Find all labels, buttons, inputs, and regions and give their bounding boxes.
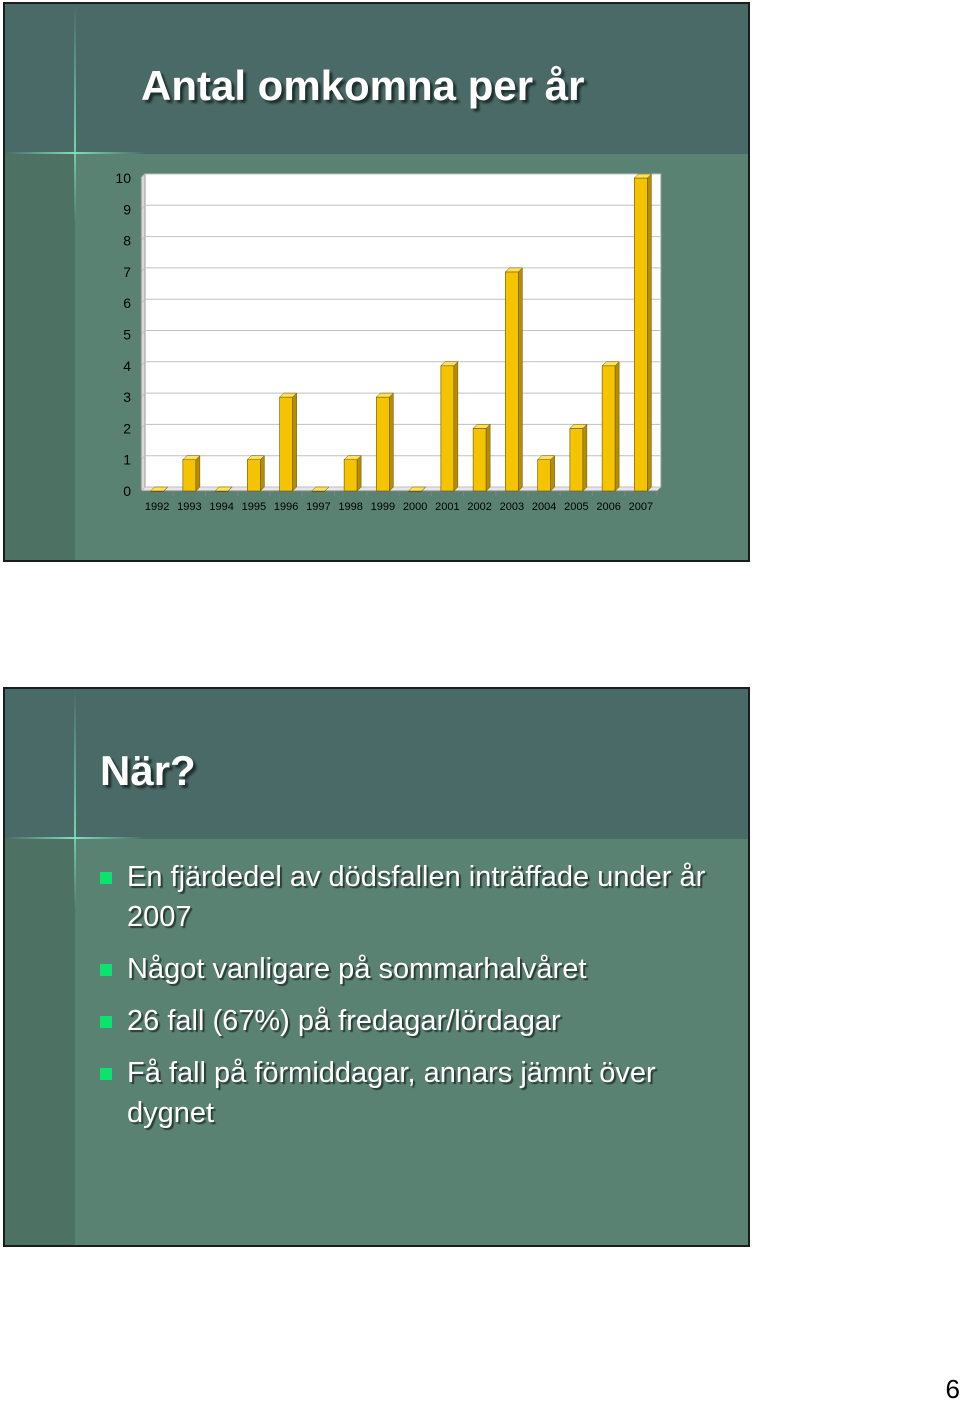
y-tick-label: 0: [123, 483, 131, 499]
y-tick-label: 5: [123, 326, 131, 343]
bar: [634, 178, 647, 491]
decorative-horizontal-line: [5, 837, 145, 839]
slide-left-band: [5, 839, 75, 1245]
x-tick-label: 1992: [144, 501, 170, 513]
bar-side: [293, 393, 297, 491]
bar: [376, 397, 389, 491]
square-bullet-icon: [100, 964, 112, 976]
y-tick-label: 8: [123, 232, 131, 249]
bullet-text: 26 fall (67%) på fredagar/lördagar: [127, 1005, 561, 1037]
square-bullet-icon: [100, 1016, 112, 1028]
bullet-text: Få fall på förmiddagar, annars jämnt över dygnet: [127, 1057, 656, 1129]
y-tick-label: 4: [123, 357, 131, 374]
bar: [570, 428, 583, 491]
bar: [505, 272, 518, 491]
bullet-item: [100, 949, 720, 989]
x-tick-label: 2007: [628, 501, 654, 513]
x-tick-label: 1998: [338, 501, 363, 513]
y-tick-label: 10: [115, 170, 131, 186]
bar-side: [389, 393, 393, 491]
bar: [183, 460, 196, 491]
y-tick-label: 7: [123, 263, 131, 280]
text-slide-title: När?: [100, 747, 196, 794]
bullet-item: [100, 1053, 720, 1133]
x-tick-label: 2001: [435, 501, 460, 513]
y-tick-label: 6: [123, 295, 131, 312]
y-tick-label: 3: [123, 389, 131, 406]
x-tick-label: 2003: [499, 501, 525, 513]
bar-side: [357, 456, 361, 491]
chart-slide-title: Antal omkomna per år: [141, 62, 585, 109]
bar-side: [454, 362, 458, 491]
bullet-text: Något vanligare på sommarhalvåret: [127, 953, 587, 985]
bar: [344, 460, 357, 491]
bar-side: [518, 268, 522, 491]
bar-chart: [5, 4, 750, 562]
x-tick-label: 1994: [209, 501, 234, 513]
y-tick-label: 2: [123, 420, 131, 437]
bar-side: [551, 456, 555, 491]
y-tick-label: 1: [123, 451, 131, 468]
square-bullet-icon: [100, 872, 112, 884]
x-tick-label: 1997: [306, 501, 331, 513]
bullet-list: [100, 857, 720, 1145]
x-tick-label: 1999: [370, 501, 396, 513]
x-tick-label: 1993: [177, 501, 202, 513]
bullet-item: [100, 1001, 720, 1041]
x-tick-label: 2005: [564, 501, 589, 513]
slide-text: [3, 687, 750, 1247]
bar: [473, 428, 486, 491]
slide-chart: [3, 2, 750, 562]
bar-side: [486, 424, 490, 491]
bar: [602, 366, 615, 491]
bar: [247, 460, 260, 491]
x-tick-label: 1995: [241, 501, 267, 513]
bar: [441, 366, 454, 491]
x-tick-label: 2002: [467, 501, 492, 513]
y-tick-label: 9: [123, 201, 131, 218]
bar-side: [615, 362, 619, 491]
bar: [280, 397, 293, 491]
x-tick-label: 2000: [402, 501, 428, 513]
bullet-item: [100, 857, 720, 937]
bar-side: [583, 424, 587, 491]
bar-side: [647, 174, 651, 491]
x-tick-label: 2006: [596, 501, 621, 513]
bar: [538, 460, 551, 491]
page-number: 6: [945, 1374, 960, 1404]
bar-side: [260, 456, 264, 491]
bullet-text: En fjärdedel av dödsfallen inträffade under år 2007: [127, 861, 706, 933]
x-tick-label: 2004: [531, 501, 557, 513]
bar-side: [196, 456, 200, 491]
x-tick-label: 1996: [273, 501, 299, 513]
decorative-vertical-line: [74, 689, 76, 909]
square-bullet-icon: [100, 1068, 112, 1080]
